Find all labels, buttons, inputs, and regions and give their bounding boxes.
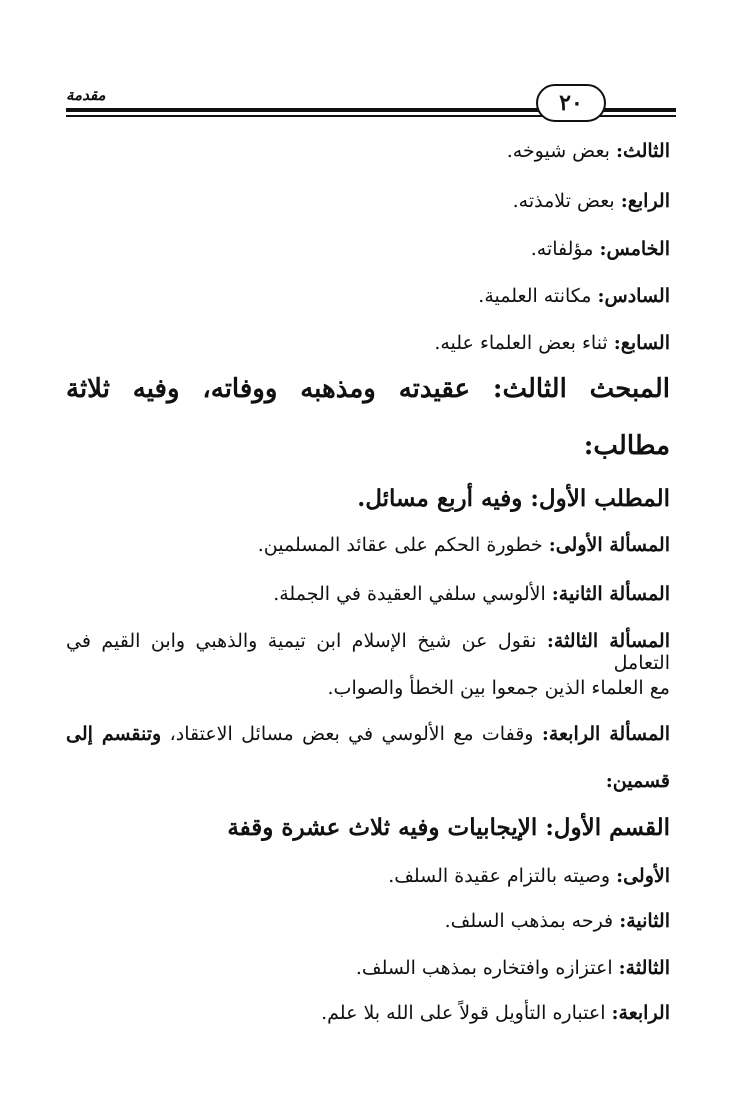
chapter-heading: المبحث الثالث: عقيدته ومذهبه ووفاته، وفيه ثلاثة	[66, 374, 670, 404]
list-item: المسألة الرابعة: وقفات مع الألوسي في بعض مسائل الاعتقاد، وتنقسم إلى	[66, 723, 670, 745]
list-item: الثالث: بعض شيوخه.	[506, 140, 670, 162]
part-heading: القسم الأول: الإيجابيات وفيه ثلاث عشرة وقفة	[227, 814, 670, 841]
page-number: ٢٠	[536, 84, 606, 122]
list-item: السادس: مكانته العلمية.	[478, 285, 670, 307]
chapter-heading-cont: مطالب:	[583, 431, 670, 461]
list-item: الثالثة: اعتزازه وافتخاره بمذهب السلف.	[355, 957, 670, 979]
list-item: الخامس: مؤلفاته.	[530, 238, 670, 260]
list-item: الأولى: وصيته بالتزام عقيدة السلف.	[388, 865, 670, 887]
section-label: مقدمة	[66, 86, 106, 104]
list-item: الثانية: فرحه بمذهب السلف.	[444, 910, 670, 932]
page-header	[66, 84, 676, 124]
section-title: المطلب الأول: وفيه أربع مسائل.	[357, 485, 670, 512]
list-item: السابع: ثناء بعض العلماء عليه.	[434, 332, 670, 354]
list-item: المسألة الثالثة: نقول عن شيخ الإسلام ابن تيمية والذهبي وابن القيم في التعامل	[66, 630, 670, 674]
list-item-cont: مع العلماء الذين جمعوا بين الخطأ والصواب.	[327, 677, 670, 699]
list-item: المسألة الثانية: الألوسي سلفي العقيدة في الجملة.	[273, 583, 670, 605]
list-item: المسألة الأولى: خطورة الحكم على عقائد المسلمين.	[257, 534, 670, 556]
list-item: الرابع: بعض تلامذته.	[512, 190, 670, 212]
list-item: الرابعة: اعتباره التأويل قولاً على الله بلا علم.	[321, 1002, 670, 1024]
list-item-cont: قسمين:	[605, 770, 670, 792]
